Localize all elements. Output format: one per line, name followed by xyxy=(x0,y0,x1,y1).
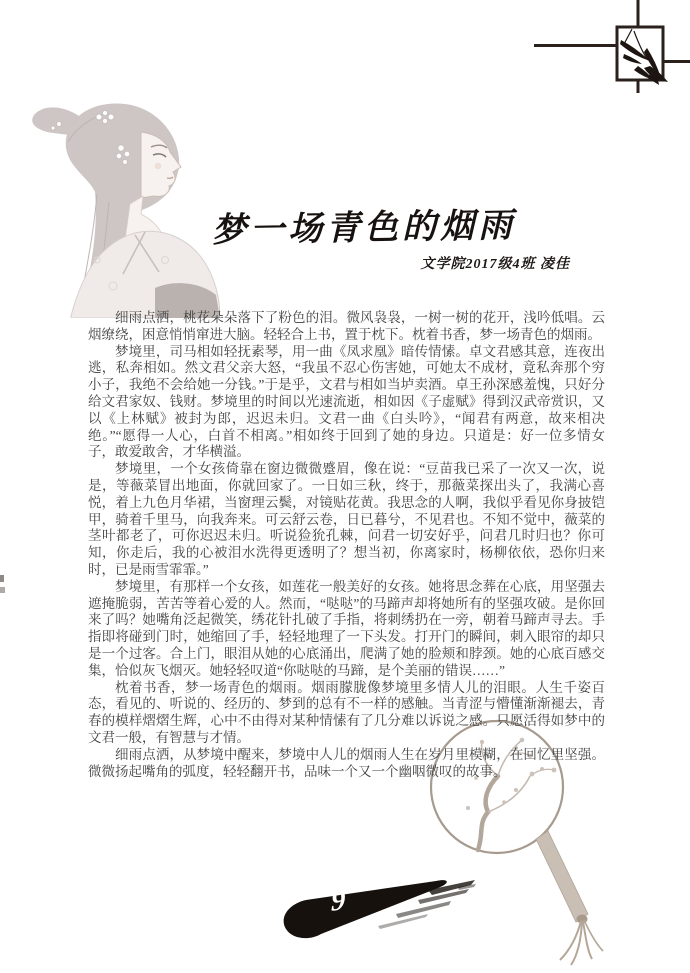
article-paragraph: 梦境里，一个女孩倚靠在窗边微微蹙眉，像在说：“豆苗我已采了一次又一次，说是，等薇菜冒出地面，你就回家了。一日如三秋，终于，那薇菜探出头了，我满心喜悦，着上九色月华裙，当窗理云鬓，对镜贴花黄。我思念的人啊，我似乎看见你身披铠甲，骑着千里马，向我奔来。可云舒云卷，日已暮兮，不见君也。不知不觉中，薇菜的茎叶都老了，可你迟迟未归。听说猃狁孔棘，问君一切安好乎，问君几时归也？你可知，你走后，我的心被泪水洗得更透明了？想当初，你离家时，杨柳依依，恐你归来时，已是雨雪霏霏。” xyxy=(88,461,605,577)
ink-brush-stroke xyxy=(278,878,478,944)
bamboo-frame-decoration xyxy=(520,0,690,110)
fan-handle xyxy=(536,831,603,965)
article-paragraph: 梦境里，司马相如轻抚素琴，用一曲《凤求凰》暗传情愫。卓文君感其意，连夜出逃，私奔相如。然文君父亲大怒，“我虽不忍心伤害她，可她太不成材，竟私奔那个穷小子，我绝不会给她一分钱。”于是乎，文君与相如当垆卖酒。卓王孙深感羞愧，只好分给文君家奴、钱财。梦境里的时间以光速流逝，相如因《子虚赋》得到汉武帝赏识，又以《上林赋》被封为郎，迟迟未归。文君一曲《白头吟》，“闻君有两意，故来相决绝。”“愿得一人心，白首不相离。”相如终于回到了她的身边。只道是：好一位多情女子，敢爱敢舍，才华横溢。 xyxy=(88,343,605,460)
article-title: 梦一场青色的烟雨 xyxy=(211,207,517,250)
article-byline: 文学院2017级4班 凌佳 xyxy=(420,257,570,272)
article-paragraph: 细雨点洒，桃花朵朵落下了粉色的泪。微风袅袅，一树一树的花开，浅吟低唱。云烟缭绕，困意悄悄窜进大脑。轻轻合上书，置于枕下。枕着书香，梦一场青色的烟雨。 xyxy=(88,310,605,342)
hanfu-lady-illustration xyxy=(5,90,220,318)
page-number: 9 xyxy=(331,884,346,918)
horizontal-rule-right xyxy=(663,60,690,63)
article-paragraph: 枕着书香，梦一场青色的烟雨。烟雨朦胧像梦境里多情人儿的泪眼。人生千姿百态，看见的、听说的、经历的、梦到的总有不一样的感触。当青涩与懵懂渐渐褪去，青春的模样熠熠生辉，心中不由得对某种情愫有了几分难以诉说之感。只愿活得如梦中的文君一般，有智慧与才情。 xyxy=(88,679,605,745)
article-paragraph: 细雨点洒，从梦境中醒来，梦境中人儿的烟雨人生在岁月里模糊，在回忆里坚强。微微扬起嘴角的弧度，轻轻翻开书，品味一个又一个幽咽微叹的故事。 xyxy=(88,746,605,779)
article-paragraph: 梦境里，有那样一个女孩，如莲花一般美好的女孩。她将思念葬在心底，用坚强去遮掩脆弱，苦苦等着心爱的人。然而，“哒哒”的马蹄声却将她所有的坚强攻破。是你回来了吗？她嘴角泛起微笑，绣花针扎破了手指，将刺绣扔在一旁，朝着马蹄声寻去。手指即将碰到门时，她缩回了手，轻轻地理了一下头发。打开门的瞬间，刺入眼帘的却只是一个过客。合上门，眼泪从她的心底涌出，爬满了她的脸颊和脖颈。她的心底百感交集，恰似灰飞烟灭。她轻轻叹道“你哒哒的马蹄，是个美丽的错误……” xyxy=(88,578,605,678)
lady-robe xyxy=(71,231,220,318)
edge-mark xyxy=(0,575,4,582)
article-body xyxy=(88,310,605,780)
edge-mark xyxy=(0,587,5,593)
